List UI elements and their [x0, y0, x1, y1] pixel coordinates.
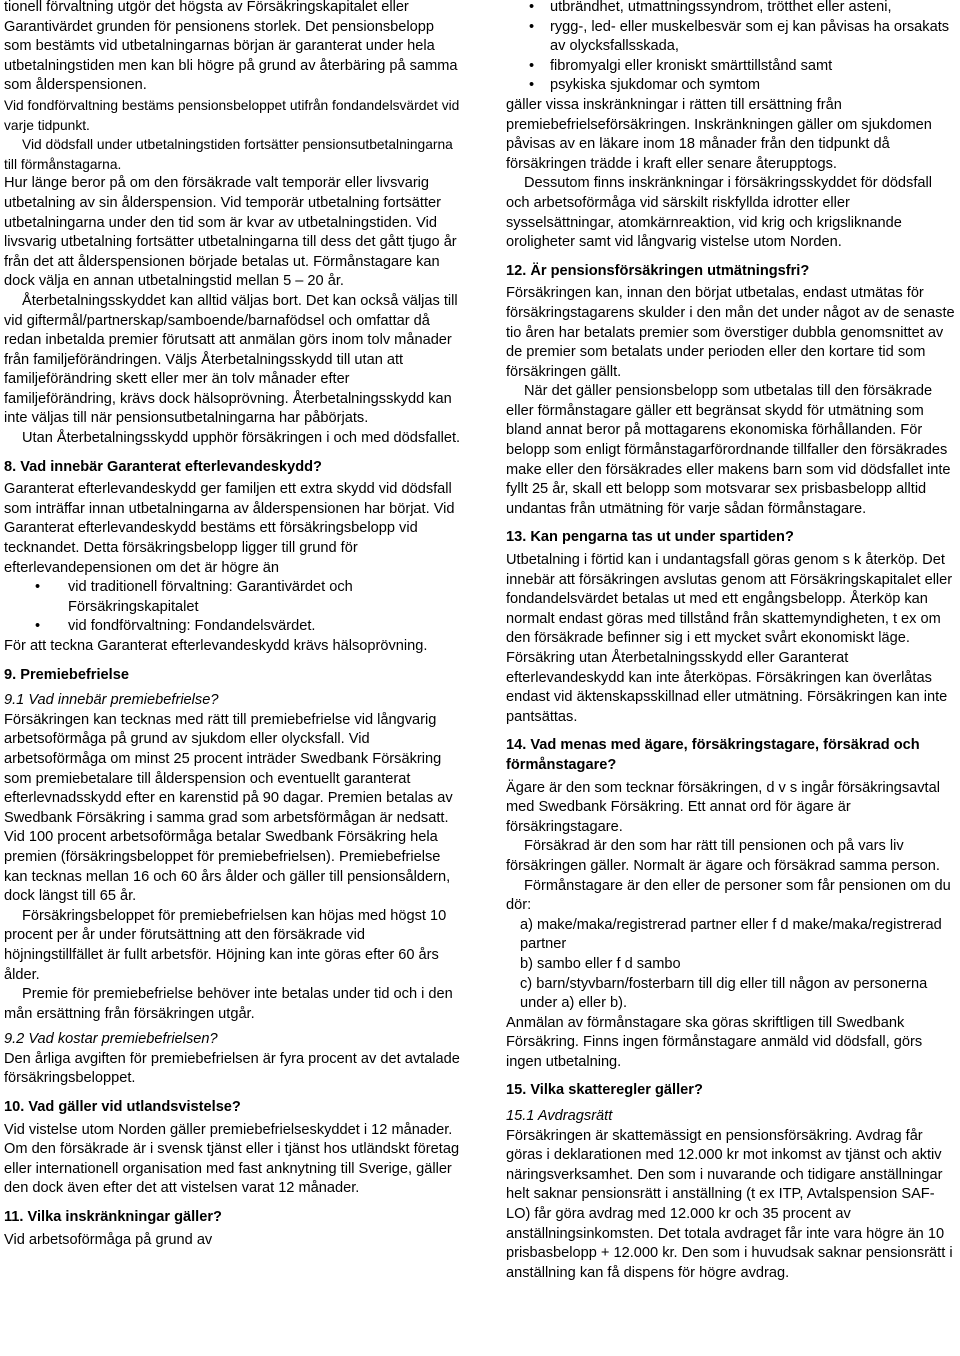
- intro-paragraph-2: Vid fondförvaltning bestäms pensionsbeloppet utifrån fondandelsvärdet vid varje tidpunkt.: [4, 97, 460, 133]
- section-14-paragraph-3: Förmånstagare är den eller de personer som får pensionen om du dör:: [506, 877, 951, 914]
- section-8-heading: 8. Vad innebär Garanterat efterlevandeskydd?: [4, 458, 322, 475]
- section-15-1-heading: 15.1 Avdragsrätt: [506, 1108, 613, 1125]
- list-item: c) barn/styvbarn/fosterbarn till dig eller till någon av personerna under a) eller b).: [520, 975, 928, 1012]
- intro-paragraph-5: Återbetalningsskyddet kan alltid väljas bort. Det kan också väljas till vid giftermål/partnerskap/samboende/barnafödsel och omfattar då redan inbetalda premier förutsatt att anmälan görs inom tolv månader från familjeförändringen. Väljs Återbetalningsskydd till utan att familjeförändring skett eller mer än tolv månader efter familjeförändring, krävs dock hälsoprövning. Återbetalningsskydd kan inte väljas till när pensionsutbetalningarna har påbörjats.: [4, 292, 458, 427]
- section-15-heading: 15. Vilka skatteregler gäller?: [506, 1082, 703, 1099]
- intro-paragraph-4: Hur länge beror på om den försäkrade valt temporär eller livsvarig utbetalning av sin ålderspension. Vid temporär utbetalning fortsätter utbetalningarna under den tid som är kvar av utbetalningstiden. Vid livsvarig utbetalning fortsätter utbetalningarna till dess det gått tjugo år från det att ålderspensionen började betalas ut. Förmånstagare kan dock välja en annan utbetalningstid mellan 5 – 20 år.: [4, 175, 457, 290]
- section-15-1-paragraph-1: Försäkringen är skattemässigt en pensionsförsäkring. Avdrag får göras i deklarationen med 12.000 kr mot inkomst av tjänst och aktiv näringsverksamhet. Den som i nuvarande och tidigare anställningar helt saknar pensionsrätt i anställning (t ex ITP, Avtalspension SAF-LO) får göra avdrag med 12.000 kr och 35 procent av anställningsinkomsten. Det totala avdraget får inte vara högre än 10 prisbasbelopp + 12.000 kr. Den som i huvudsak saknar pensionsrätt i anställning kan få dispens för högre avdrag.: [506, 1127, 953, 1281]
- intro-paragraph-6: Utan Återbetalningsskydd upphör försäkringen i och med dödsfallet.: [22, 430, 461, 447]
- section-11-paragraph-2: gäller vissa inskränkningar i rätten till ersättning från premiebefrielseförsäkringen. Inskränkningen gäller om sjukdomen påvisas av en läkare inom 18 månader från den tidpunkt då försäkringen trädde i kraft eller senare återupptogs.: [506, 96, 932, 172]
- bullet-icon: •: [529, 77, 535, 94]
- section-9-2-heading: 9.2 Vad kostar premiebefrielsen?: [4, 1031, 218, 1048]
- section-11-paragraph-3: Dessutom finns inskränkningar i försäkringsskyddet för dödsfall och arbetsoförmåga vid särskilt riskfyllda idrotter eller sysselsättningar, atomkärnreaktion, vid krig och krigsliknande oroligheter samt vid långvarig vistelse utom Norden.: [506, 175, 932, 251]
- section-14-paragraph-2: Försäkrad är den som har rätt till pensionen och på vars liv försäkringen gäller. Normalt är ägare och försäkrad samma person.: [506, 838, 940, 874]
- section-12-paragraph-2: När det gäller pensionsbelopp som utbetalas till den försäkrade eller förmånstagare gäller ett begränsat skydd för utmätning som bland annat beror på mottagarens ekonomiska förhållanden. För belopp som enligt förmånstagarförordnande tillfaller den försäkrades make eller den försäkrades eller makens barn som vid dödsfallet inte fyllt 25 år, skall ett belopp som motsvarar sex prisbasbelopp alltid undantas från utmätning för varje sådan förmånstagare.: [506, 383, 951, 517]
- section-8-paragraph-1: Garanterat efterlevandeskydd ger familjen ett extra skydd vid dödsfall som inträffar innan utbetalningarna av ålderspensionen har börjat. Vid Garanterat efterlevandeskydd bestäms ett försäkringsbelopp vid tecknandet. Detta försäkringsbelopp ligger till grund för efterlevandepensionen om det är högre än: [4, 481, 455, 576]
- section-9-1-paragraph-2: Försäkringsbeloppet för premiebefrielsen kan höjas med högst 10 procent per år under förutsättning att den försäkrade vid höjningstillfället är fullt arbetsför. Höjning kan inte göras efter 60 års ålder.: [4, 907, 447, 983]
- intro-paragraph-3: Vid dödsfall under utbetalningstiden fortsätter pensionsutbetalningarna till förmånstagarna.: [4, 137, 453, 172]
- intro-paragraph-1: tionell förvaltning utgör det högsta av Försäkringskapitalet eller Garantivärdet grunden för pensionens storlek. Det pensionsbelopp som bestämts vid utbetalningarnas början är garanterat under hela utbetalningstiden men kan bli högre på grund av återbäring på samma som ålderspensionen.: [4, 0, 458, 94]
- section-9-heading: 9. Premiebefrielse: [4, 666, 129, 683]
- section-11-bullet-list: [506, 0, 958, 96]
- bullet-icon: •: [529, 18, 535, 35]
- section-8-paragraph-2: För att teckna Garanterat efterlevandeskydd krävs hälsoprövning.: [4, 638, 428, 654]
- section-8-bullet-list: [4, 578, 462, 637]
- bullet-icon: •: [35, 618, 41, 635]
- section-9-2-paragraph-1: Den årliga avgiften för premiebefrielsen är fyra procent av det avtalade försäkringsbeloppet.: [4, 1050, 460, 1087]
- section-12-heading: 12. Är pensionsförsäkringen utmätningsfri?: [506, 262, 810, 279]
- list-item: • psykiska sjukdomar och symtom: [506, 76, 958, 96]
- section-10-paragraph-1: Vid vistelse utom Norden gäller premiebefrielseskyddet i 12 månader. Om den försäkrade är i svensk tjänst eller i tjänst hos utländskt företag eller internationell organisation med fast anknytning till Sverige, gäller den dock även efter det att vistelsen varat 12 månader.: [4, 1121, 460, 1197]
- section-14-paragraph-1: Ägare är den som tecknar försäkringen, d v s ingår försäkringsavtal med Swedbank Försäkring. Ett annat ord för ägare är försäkringstagare.: [506, 779, 940, 835]
- right-column: [506, 0, 958, 1283]
- section-9-1-paragraph-1: Försäkringen kan tecknas med rätt till premiebefrielse vid långvarig arbetsoförmåga på grund av sjukdom eller olycksfall. Vid arbetsoförmåga om minst 25 procent inträder Swedbank Försäkring som premiebetalare till ålderspension och eventuellt garanterat efterlevnadsskydd efter en karenstid på 90 dagar. Premien betalas av Swedbank Försäkring i samma grad som arbetsförmågan är nedsatt. Vid 100 procent arbetsoförmåga betalar Swedbank Försäkring hela premien (försäkringsbeloppet för premiebefrielsen). Premiebefrielse kan tecknas mellan 16 och 60 års ålder och gäller till pensionsåldern, dock längst till 65 år.: [4, 711, 453, 905]
- section-14-heading: 14. Vad menas med ägare, försäkringstagare, försäkrad och förmånstagare?: [506, 737, 920, 773]
- section-12-paragraph-1: Försäkringen kan, innan den börjat utbetalas, endast utmätas för försäkringstagarens skulder i den mån det under något av de senaste tio åren har betalats premier som överstiger dubbla genomsnittet av de premier som betalats under perioden eller den kortare tid som försäkringen gällt.: [506, 285, 955, 380]
- section-11-paragraph-1: Vid arbetsoförmåga på grund av: [4, 1231, 213, 1248]
- section-13-heading: 13. Kan pengarna tas ut under spartiden?: [506, 529, 794, 546]
- bullet-icon: •: [35, 579, 41, 596]
- list-item: • rygg-, led- eller muskelbesvär som ej kan påvisas ha orsakats av olycksfallsskada,: [529, 18, 950, 55]
- list-item: • vid traditionell förvaltning: Garantivärdet och Försäkringskapitalet: [35, 579, 353, 615]
- list-item: a) make/maka/registrerad partner eller f d make/maka/registrerad partner: [520, 916, 942, 953]
- section-11-heading: 11. Vilka inskränkningar gäller?: [4, 1209, 222, 1226]
- list-item: • vid fondförvaltning: Fondandelsvärdet.: [4, 617, 462, 637]
- section-14-paragraph-4: Anmälan av förmånstagare ska göras skriftligen till Swedbank Försäkring. Finns ingen förmånstagare anmäld vid dödsfall, görs ingen utbetalning.: [506, 1014, 923, 1070]
- section-13-paragraph-1: Utbetalning i förtid kan i undantagsfall göras genom s k återköp. Det innebär att försäkringen avslutas genom att Försäkringskapitalet eller fondandelsvärdet betalas ut med ett engångsbelopp. Återköp kan normalt endast göras med tillstånd från skattemyndigheten, t ex om den försäkrade befinner sig i ett mycket svårt ekonomiskt läge. Försäkring utan Återbetalningsskydd eller Garanterat efterlevandeskydd kan inte återköpas. Försäkringen kan överlåtas endast vid äktenskapsskillnad eller utmätning. Försäkringen kan inte pantsättas.: [506, 552, 953, 725]
- list-item: • utbrändhet, utmattningssyndrom, trötthet eller asteni,: [506, 0, 958, 18]
- list-item: b) sambo eller f d sambo: [520, 955, 681, 972]
- bullet-icon: •: [529, 0, 535, 15]
- section-10-heading: 10. Vad gäller vid utlandsvistelse?: [4, 1099, 241, 1116]
- bullet-icon: •: [529, 57, 535, 74]
- section-9-1-heading: 9.1 Vad innebär premiebefrielse?: [4, 692, 219, 709]
- left-column: [4, 0, 462, 1250]
- section-9-1-paragraph-3: Premie för premiebefrielse behöver inte betalas under tid och i den mån ersättning från försäkringen utgår.: [4, 986, 453, 1022]
- list-item: • fibromyalgi eller kroniskt smärttillstånd samt: [506, 57, 958, 77]
